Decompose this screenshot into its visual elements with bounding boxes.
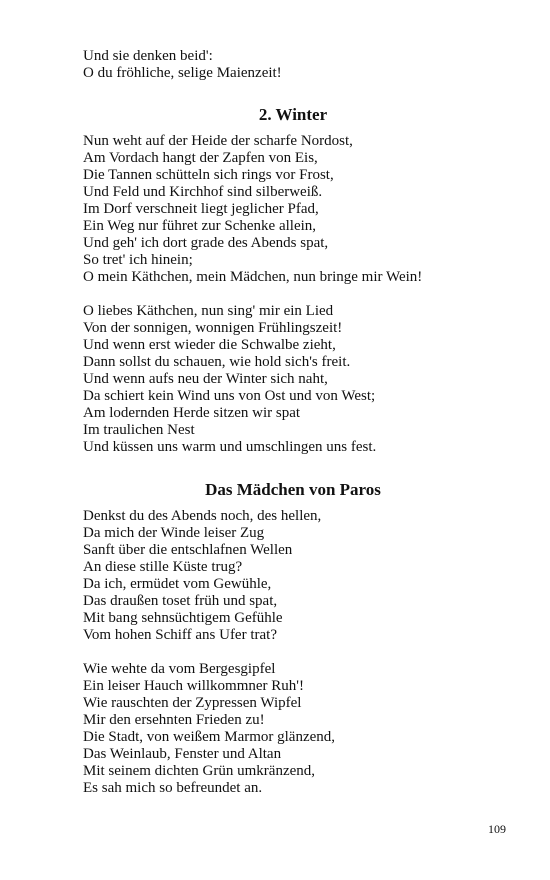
poem-line: Da ich, ermüdet vom Gewühle, — [83, 576, 272, 592]
poem-line: Am lodernden Herde sitzen wir spat — [83, 405, 301, 421]
poem-line: Nun weht auf der Heide der scharfe Nordost, — [83, 133, 353, 149]
stanza-paros-1 — [83, 508, 503, 644]
stanza-winter-2 — [83, 303, 503, 456]
poem-line: Die Stadt, von weißem Marmor glänzend, — [83, 729, 336, 745]
poem-line: Das Weinlaub, Fenster und Altan — [83, 746, 282, 762]
poem-line: Denkst du des Abends noch, des hellen, — [83, 508, 322, 524]
poem-line: Da mich der Winde leiser Zug — [83, 525, 265, 541]
poem-line: Und geh' ich dort grade des Abends spat, — [83, 235, 329, 251]
poem-line: Wie wehte da vom Bergesgipfel — [83, 661, 276, 677]
section-heading-winter: 2. Winter — [258, 105, 328, 124]
poem-line: Ein leiser Hauch willkommner Ruh'! — [83, 678, 304, 694]
poem-line: Mir den ersehnten Frieden zu! — [83, 712, 265, 728]
poem-line: Es sah mich so befreundet an. — [83, 780, 263, 796]
poem-line: Sanft über die entschlafnen Wellen — [83, 542, 293, 558]
poem-line: Von der sonnigen, wonnigen Frühlingszeit! — [83, 320, 343, 336]
poem-line: Vom hohen Schiff ans Ufer trat? — [83, 627, 277, 643]
poem-line: Und wenn erst wieder die Schwalbe zieht, — [83, 337, 336, 353]
poem-line: O liebes Käthchen, nun sing' mir ein Lied — [83, 303, 334, 319]
stanza-spring-ending — [83, 48, 503, 82]
poem-line: Da schiert kein Wind uns von Ost und von West; — [83, 388, 376, 404]
poem-line: An diese stille Küste trug? — [83, 559, 243, 575]
poem-line: Wie rauschten der Zypressen Wipfel — [83, 695, 302, 711]
poem-line: Das draußen toset früh und spat, — [83, 593, 278, 609]
stanza-winter-1 — [83, 133, 503, 286]
poem-line: Mit seinem dichten Grün umkränzend, — [83, 763, 316, 779]
poem-line: Und Feld und Kirchhof sind silberweiß. — [83, 184, 323, 200]
poem-line: Und küssen uns warm und umschlingen uns fest. — [83, 439, 377, 455]
poem-line: Im Dorf verschneit liegt jeglicher Pfad, — [83, 201, 319, 217]
poem-line: O du fröhliche, selige Maienzeit! — [83, 65, 282, 81]
book-page — [83, 48, 503, 797]
poem-line: Mit bang sehnsüchtigem Gefühle — [83, 610, 283, 626]
poem-line: Dann sollst du schauen, wie hold sich's freit. — [83, 354, 351, 370]
poem-line: O mein Käthchen, mein Mädchen, nun bringe mir Wein! — [83, 269, 423, 285]
poem-line: Und wenn aufs neu der Winter sich naht, — [83, 371, 328, 387]
poem-line: So tret' ich hinein; — [83, 252, 193, 268]
poem-line: Und sie denken beid': — [83, 48, 213, 64]
page-number: 109 — [488, 822, 506, 836]
poem-line: Die Tannen schütteln sich rings vor Frost, — [83, 167, 334, 183]
poem-title-paros: Das Mädchen von Paros — [205, 480, 381, 499]
poem-line: Am Vordach hangt der Zapfen von Eis, — [83, 150, 318, 166]
stanza-paros-2 — [83, 661, 503, 797]
poem-line: Ein Weg nur führet zur Schenke allein, — [83, 218, 317, 234]
poem-line: Im traulichen Nest — [83, 422, 195, 438]
